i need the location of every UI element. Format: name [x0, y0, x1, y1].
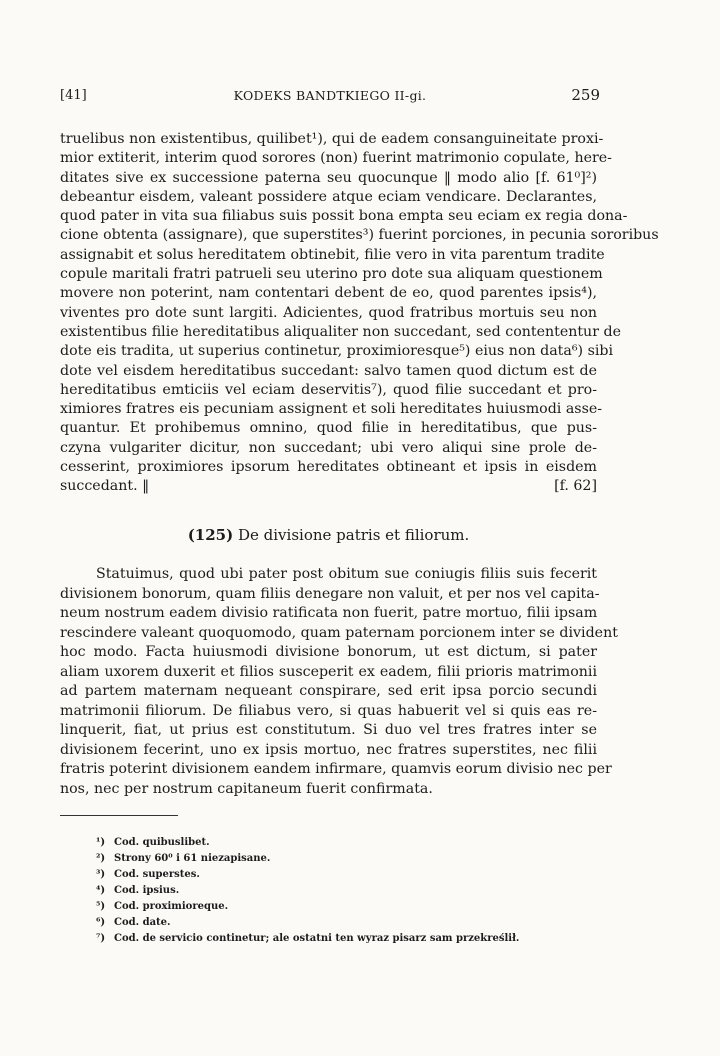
final-line-text: succedant. ‖: [60, 478, 150, 495]
text-line: copule maritali fratri patrueli seu uterino pro dote sua aliquam questionem: [60, 266, 603, 283]
footnote-mark: ¹): [96, 837, 106, 848]
footnote-mark: ⁶): [96, 917, 106, 928]
footnote-mark: ³): [96, 869, 106, 880]
footnote: [96, 851, 566, 867]
text-line: movere non poterint, nam contentari debent de eo, quod parentes ipsis⁴),: [60, 285, 597, 302]
footnote-text: Cod. superstes.: [114, 869, 200, 880]
folio-marker: [f. 62]: [554, 478, 597, 495]
footnote-mark: ⁵): [96, 901, 106, 912]
folio-number: [41]: [60, 88, 87, 103]
text-line: divisionem bonorum, quam filiis denegare non valuit, et per nos vel capita-: [60, 585, 600, 602]
footnote-text: Cod. proximioreque.: [114, 901, 229, 912]
section-number: (125): [187, 526, 234, 544]
text-line: viventes pro dote sunt largiti. Adicientes, quod fratribus mortuis seu non: [60, 304, 597, 321]
footnote-text: Strony 60⁰ i 61 niezapisane.: [114, 853, 271, 864]
text-line: ad partem maternam nequeant conspirare, sed erit ipsa porcio secundi: [60, 683, 597, 699]
text-line: Statuimus, quod ubi pater post obitum sue coniugis filiis suis fecerit: [96, 566, 597, 582]
text-line: aliam uxorem duxerit et filios susceperit ex eadem, filii prioris matrimonii: [60, 663, 597, 680]
footnote: [96, 915, 566, 931]
text-line: mior extiterit, interim quod sorores (non) fuerint matrimonio copulate, here-: [60, 150, 612, 167]
text-line: linquerit, fiat, ut prius est constitutum. Si duo vel tres fratres inter se: [60, 722, 597, 738]
paragraph-1: [60, 130, 659, 497]
footnote-text: Cod. de servicio continetur; ale ostatni ten wyraz pisarz sam przekreślił.: [114, 933, 520, 944]
text-line: rescindere valeant quoquomodo, quam paternam porcionem inter se divident: [60, 624, 618, 641]
footnote-text: Cod. ipsius.: [114, 885, 180, 896]
text-line: cione obtenta (assignare), que superstites³) fuerint porciones, in pecunia sororibus: [60, 227, 659, 244]
text-line: dote vel eisdem hereditatibus succedant: salvo tamen quod dictum est de: [60, 362, 597, 379]
running-title: KODEKS BANDTKIEGO II-gi.: [233, 88, 427, 103]
footnote-text: Cod. date.: [114, 917, 171, 928]
text-line: ximiores fratres eis pecuniam assignent et soli hereditates huiusmodi asse-: [60, 401, 603, 418]
paragraph-2: [60, 565, 618, 799]
text-line: matrimonii filiorum. De filiabus vero, si quas habuerit vel si quis eas re-: [60, 702, 597, 719]
footnotes: [96, 835, 566, 947]
text-line: hereditatibus emticiis vel eciam deservitis⁷), quod filie succedant et pro-: [60, 381, 597, 398]
text-line: czyna vulgariter dicitur, non succedant; ubi vero aliqui sine prole de-: [60, 439, 597, 456]
text-line: fratris poterint divisionem eandem infirmare, quamvis eorum divisio nec per: [60, 761, 612, 777]
footnote: [96, 867, 566, 883]
footnote: [96, 835, 566, 851]
text-line: quantur. Et prohibemus omnino, quod filie in hereditatibus, que pus-: [60, 420, 597, 437]
page-number: 259: [571, 86, 600, 104]
footnote-text: Cod. quibuslibet.: [114, 837, 210, 848]
section-heading: [60, 526, 597, 544]
text-line: assignabit et solus hereditatem obtinebit, filie vero in vita parentum tradite: [60, 246, 605, 263]
text-line: cesserint, proximiores ipsorum hereditates obtineant et ipsis in eisdem: [60, 459, 597, 476]
footnote: [96, 883, 566, 899]
footnote: [96, 931, 566, 947]
footnote-mark: ²): [96, 853, 106, 864]
text-line: truelibus non existentibus, quilibet¹), qui de eadem consanguineitate proxi-: [60, 131, 604, 147]
text-line: divisionem fecerint, uno ex ipsis mortuo, nec fratres superstites, nec filii: [60, 741, 597, 758]
text-line: dote eis tradita, ut superius continetur, proximioresque⁵) eius non data⁶) sibi: [60, 343, 614, 360]
footnote: [96, 899, 566, 915]
text-line: quod pater in vita sua filiabus suis possit bona empta seu eciam ex regia dona-: [60, 208, 628, 225]
text-line: existentibus filie hereditatibus aliqualiter non succedant, sed contententur de: [60, 323, 621, 340]
footnote-mark: ⁷): [96, 933, 106, 944]
running-header: [60, 84, 600, 106]
text-line-final: [60, 477, 597, 496]
text-line: ditates sive ex successione paterna seu quocunque ‖ modo alio [f. 61⁰]²): [60, 169, 597, 186]
text-line: nos, nec per nostrum capitaneum fuerit confirmata.: [60, 780, 433, 797]
footnote-mark: ⁴): [96, 885, 106, 896]
text-line: neum nostrum eadem divisio ratificata non fuerit, patre mortuo, filii ipsam: [60, 605, 598, 621]
text-line: hoc modo. Facta huiusmodi divisione bonorum, ut est dictum, si pater: [60, 644, 597, 660]
section-title: De divisione patris et filiorum.: [237, 526, 470, 544]
text-line: debeantur eisdem, valeant possidere atque eciam vendicare. Declarantes,: [60, 188, 597, 205]
footnote-divider: [60, 815, 178, 816]
